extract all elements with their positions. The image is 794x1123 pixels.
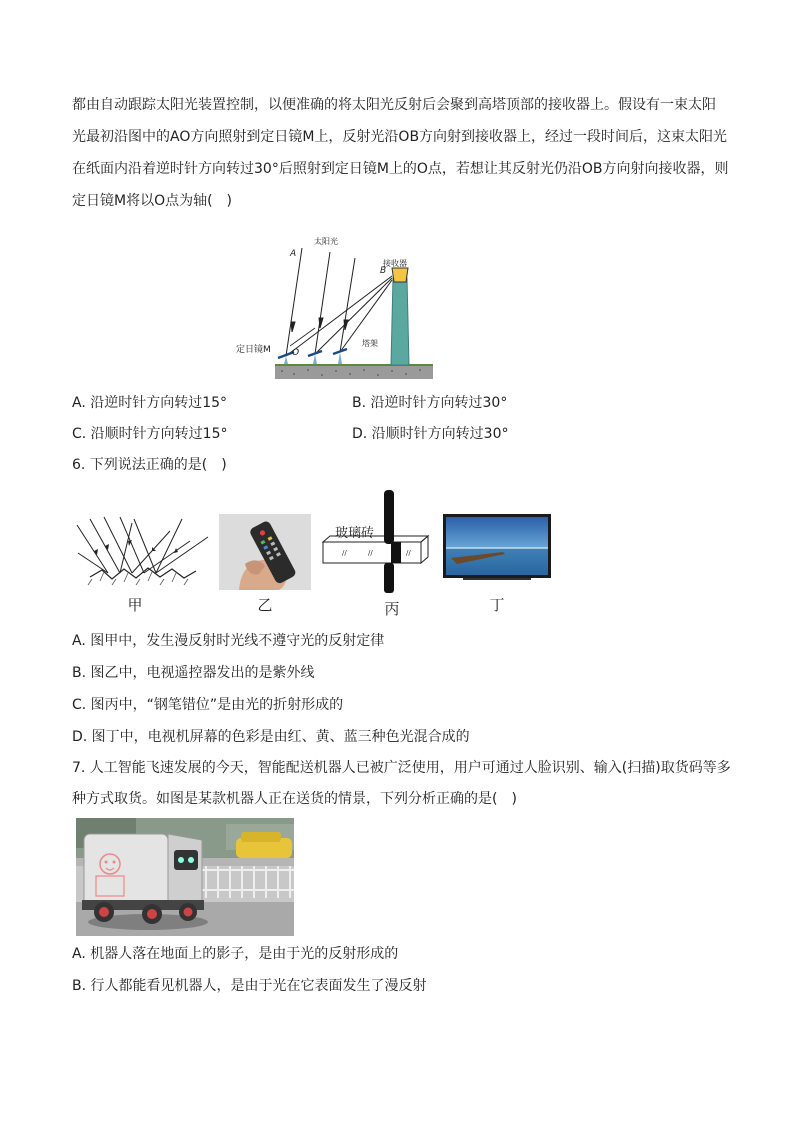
svg-text://: // [368,549,373,557]
sunlight-label: 太阳光 [314,237,338,246]
q7-stem-line-2: 种方式取货。如图是某款机器人正在送货的情景，下列分析正确的是( ) [72,791,517,807]
q5-stem-line-1: 都由自动跟踪太阳光装置控制，以便准确的将太阳光反射后会聚到高塔顶部的接收器上。假设有一束太阳 [72,97,716,113]
q5-option-d: D. 沿顺时针方向转过30° [352,426,509,442]
point-a-label: A [290,249,297,259]
tower [391,278,409,365]
q7-option-a: A. 机器人落在地面上的影子，是由于光的反射形成的 [72,946,399,962]
remote-control-photo [219,514,311,590]
q6-option-b: B. 图乙中，电视遥控器发出的是紫外线 [72,665,315,681]
svg-text://: // [406,549,411,557]
tv-figure [443,514,551,584]
figure-bing-label: 丙 [384,600,400,618]
q7-option-b: B. 行人都能看见机器人，是由于光在它表面发生了漫反射 [72,978,427,994]
figure-yi-label: 乙 [257,596,273,614]
heliostat-diagram [270,238,440,383]
q5-stem-line-3: 在纸面内沿着逆时针方向转过30°后照射到定日镜M上的O点，若想让其反射光仍沿OB方向射向接收器，则 [72,161,729,177]
q5-stem-line-2: 光最初沿图中的AO方向照射到定日镜M上，反射光沿OB方向射到接收器上，经过一段时间后，这束太阳光 [72,129,728,145]
receiver [392,268,408,282]
ground [275,365,433,379]
receiver-label: 接收器 [383,259,407,268]
figure-ding-label: 丁 [489,596,505,614]
delivery-robot-photo [76,818,294,936]
point-b-label: B [380,266,387,276]
mirror-label: 定日镜M [236,345,271,355]
q6-option-c: C. 图丙中，“钢笔错位”是由光的折射形成的 [72,697,344,713]
q5-option-a: A. 沿逆时针方向转过15° [72,395,228,411]
glass-brick-label: 玻璃砖 [335,526,375,541]
figure-jia-label: 甲 [127,596,143,614]
q6-stem: 6. 下列说法正确的是( ) [72,457,227,473]
glass-brick-figure [320,486,430,596]
q6-option-d: D. 图丁中，电视机屏幕的色彩是由红、黄、蓝三种色光混合成的 [72,729,470,745]
tower-label: 塔架 [362,339,378,348]
diffuse-reflection-figure [72,515,212,585]
q7-stem-line-1: 7. 人工智能飞速发展的今天，智能配送机器人已被广泛使用，用户可通过人脸识别、输入(扫描)取货码等多 [72,760,731,776]
point-o-label: O [292,348,300,358]
q5-stem-line-4: 定日镜M将以O点为轴( ) [72,193,233,209]
q5-option-c: C. 沿顺时针方向转过15° [72,426,228,442]
q5-option-b: B. 沿逆时针方向转过30° [352,395,508,411]
svg-text://: // [342,549,347,557]
q6-option-a: A. 图甲中，发生漫反射时光线不遵守光的反射定律 [72,633,385,649]
